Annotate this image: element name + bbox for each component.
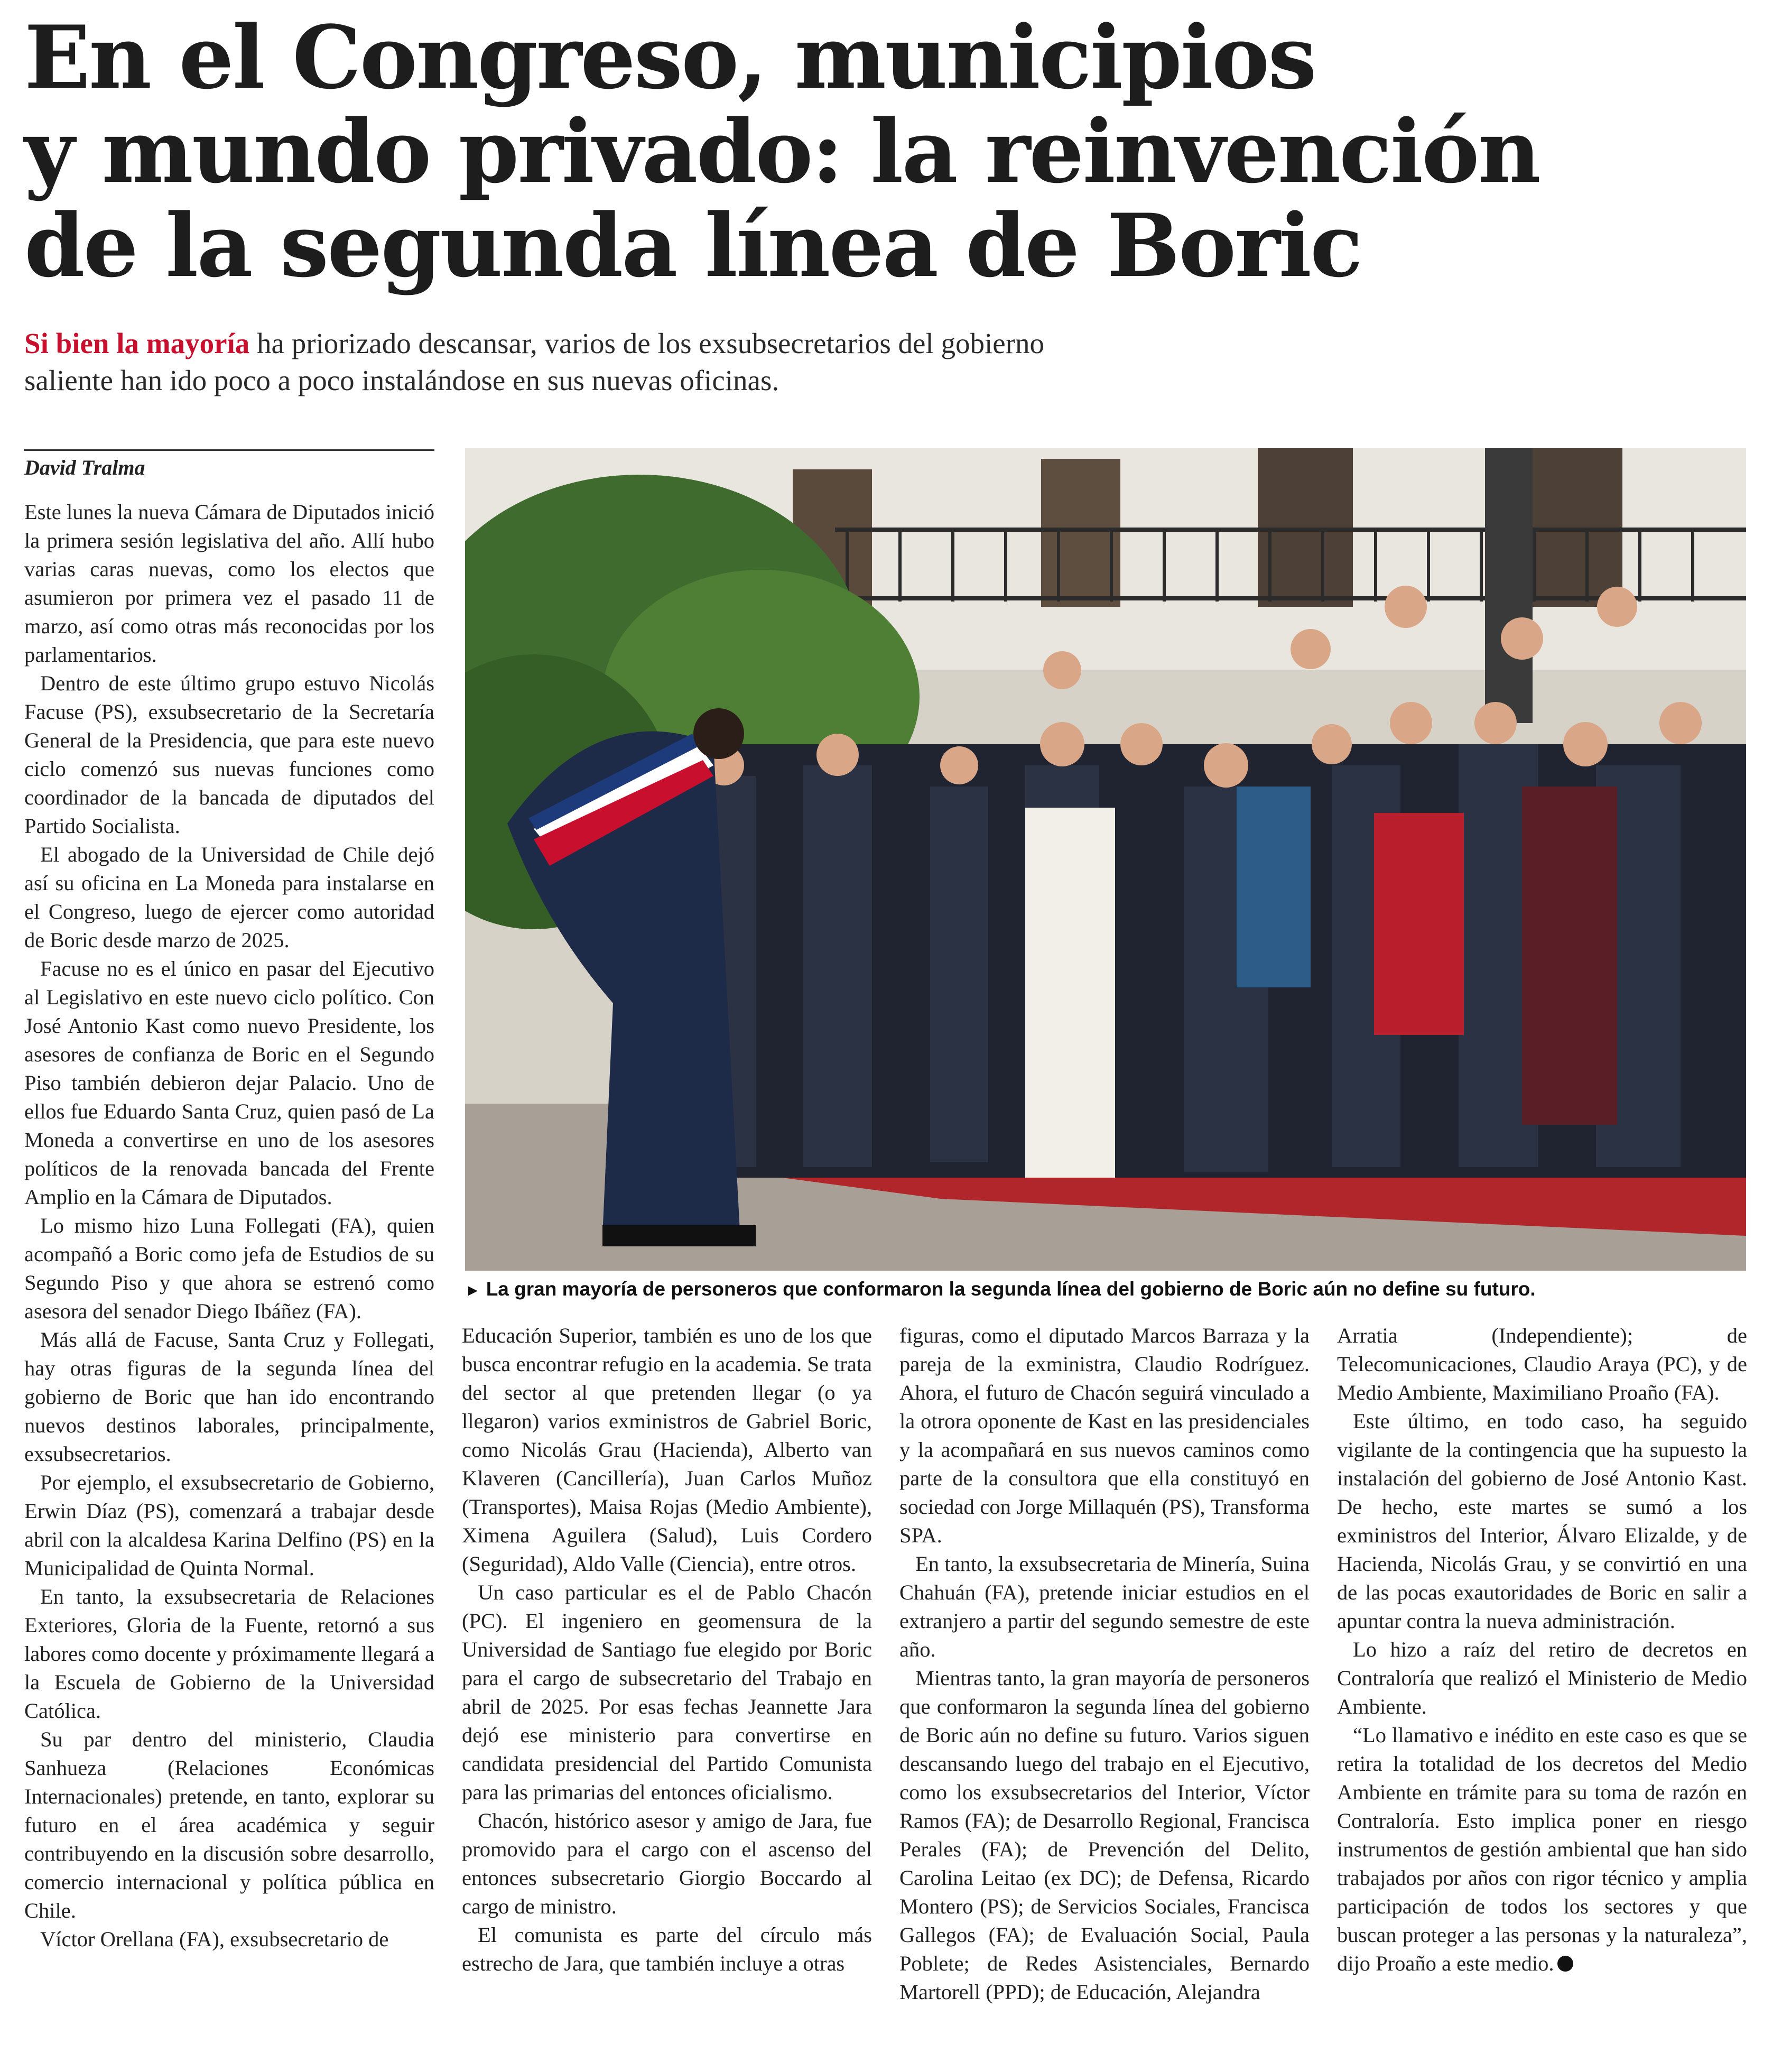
deck-highlight: Si bien la mayoría	[24, 327, 250, 359]
paragraph: En tanto, la exsubsecretaria de Relaciones Exteriores, Gloria de la Fuente, retornó a sus labores como docente y próximamente llegará a la Escuela de Gobierno de la Universidad Católica.	[24, 1585, 434, 1723]
paragraph: Más allá de Facuse, Santa Cruz y Follegati, hay otras figuras de la segunda línea del gobierno de Boric que han ido encontrando nuevos destinos laborales, principalmente, exsubsecretarios.	[24, 1328, 434, 1466]
headline-line-2: y mundo privado: la reinvención	[24, 100, 1539, 202]
paragraph: El comunista es parte del círculo más estrecho de Jara, que también incluye a otras	[462, 1923, 872, 1975]
photo-caption	[465, 1276, 1746, 1303]
article-column-1	[24, 498, 434, 2047]
paragraph: Por ejemplo, el exsubsecretario de Gobierno, Erwin Díaz (PS), comenzará a trabajar desde abril con la alcaldesa Karina Delfino (PS) en la Municipalidad de Quinta Normal.	[24, 1470, 434, 1580]
photo-illustration	[465, 448, 1746, 1271]
paragraph: Víctor Orellana (FA), exsubsecretario de	[40, 1927, 389, 1951]
paragraph: Lo mismo hizo Luna Follegati (FA), quien acompañó a Boric como jefa de Estudios de su Segundo Piso y que ahora se estrenó como asesora del senador Diego Ibáñez (FA).	[24, 1214, 434, 1323]
paragraph	[1337, 1721, 1747, 1978]
paragraph: Un caso particular es el de Pablo Chacón (PC). El ingeniero en geomensura de la Universidad de Santiago fue elegido por Boric para el cargo de subsecretario del Trabajo en abril de 2025. Por esas fechas Jeannette Jara dejó ese ministerio para convertirse en candidata presidencial del Partido Comunista para las primarias del entonces oficialismo.	[462, 1580, 872, 1804]
paragraph: Su par dentro del ministerio, Claudia Sanhueza (Relaciones Económicas Internacionales) pretende, en tanto, explorar su futuro en el área académica y seguir contribuyendo en la discusión sobre desarrollo, comercio internacional y política pública en Chile.	[24, 1727, 434, 1922]
caption-arrow-icon: ►	[465, 1282, 481, 1299]
article-column-3	[899, 1321, 1310, 2047]
headline-line-1: En el Congreso, municipios	[24, 6, 1315, 108]
paragraph-text: “Lo llamativo e inédito en este caso es que se retira la totalidad de los decretos del Medio Ambiente en trámite para su toma de razón en Contraloría. Esto implica poner en riesgo instrumentos de gestión ambiental que han sido trabajados por años con rigor técnico y amplia participación de todos los sectores y que buscan proteger a las personas y la naturaleza”, dijo Proaño a este medio.	[1337, 1723, 1747, 1975]
paragraph: Lo hizo a raíz del retiro de decretos en Contraloría que realizó el Ministerio de Medio Ambiente.	[1337, 1638, 1747, 1718]
paragraph: Educación Superior, también es uno de los que busca encontrar refugio en la academia. Se trata del sector al que pretenden llegar (o ya llegaron) varios exministros de Gabriel Boric, como Nicolás Grau (Hacienda), Alberto van Klaveren (Cancillería), Juan Carlos Muñoz (Transportes), Maisa Rojas (Medio Ambiente), Ximena Aguilera (Salud), Luis Cordero (Seguridad), Aldo Valle (Ciencia), entre otros.	[462, 1324, 872, 1576]
caption-text: La gran mayoría de personeros que conformaron la segunda línea del gobierno de Boric aún no define su futuro.	[486, 1278, 1536, 1300]
paragraph: El abogado de la Universidad de Chile dejó así su oficina en La Moneda para instalarse en el Congreso, luego de ejercer como autoridad de Boric desde marzo de 2025.	[24, 843, 434, 952]
end-of-article-icon	[1557, 1956, 1573, 1972]
headline-line-3: de la segunda línea de Boric	[24, 195, 1361, 297]
paragraph: Este último, en todo caso, ha seguido vigilante de la contingencia que ha supuesto la instalación del gobierno de José Antonio Kast. De hecho, este martes se sumó a los exministros del Interior, Álvaro Elizalde, y de Hacienda, Nicolás Grau, y se convirtió en una de las pocas exautoridades de Boric en salir a apuntar contra la nueva administración.	[1337, 1409, 1747, 1633]
paragraph: Dentro de este último grupo estuvo Nicolás Facuse (PS), exsubsecretario de la Secretaría General de la Presidencia, que para este nuevo ciclo comenzó sus nuevas funciones como coordinador de la bancada de diputados del Partido Socialista.	[24, 671, 434, 838]
headline	[24, 6, 1539, 297]
paragraph: Facuse no es el único en pasar del Ejecutivo al Legislativo en este nuevo ciclo político. Con José Antonio Kast como nuevo Presidente, los asesores de confianza de Boric en el Segundo Piso también debieron dejar Palacio. Uno de ellos fue Eduardo Santa Cruz, quien pasó de La Moneda a convertirse en uno de los asesores políticos de la renovada bancada del Frente Amplio en la Cámara de Diputados.	[24, 957, 434, 1209]
deck	[24, 325, 1134, 399]
paragraph: Chacón, histórico asesor y amigo de Jara, fue promovido para el cargo con el ascenso del entonces subsecretario Giorgio Boccardo al cargo de ministro.	[462, 1809, 872, 1918]
byline: David Tralma	[24, 449, 434, 480]
news-photo	[465, 448, 1746, 1271]
paragraph: Arratia (Independiente); de Telecomunicaciones, Claudio Araya (PC), y de Medio Ambiente, Maximiliano Proaño (FA).	[1337, 1324, 1747, 1404]
paragraph: En tanto, la exsubsecretaria de Minería, Suina Chahuán (FA), pretende iniciar estudios en el extranjero a partir del segundo semestre de este año.	[899, 1552, 1310, 1661]
article-column-2	[462, 1321, 872, 2047]
paragraph: figuras, como el diputado Marcos Barraza y la pareja de la exministra, Claudio Rodríguez. Ahora, el futuro de Chacón seguirá vinculado a la otrora oponente de Kast en las presidenciales y la acompañará en sus nuevos caminos como parte de la consultora que ella constituyó en sociedad con Jorge Millaquén (PS), Transforma SPA.	[899, 1324, 1310, 1547]
paragraph: Este lunes la nueva Cámara de Diputados inició la primera sesión legislativa del año. Allí hubo varias caras nuevas, como los electos que asumieron por primera vez el pasado 11 de marzo, así como otras más reconocidas por los parlamentarios.	[24, 500, 434, 667]
deck-text: ha priorizado descansar, varios de los exsubsecretarios del gobierno saliente han ido poco a poco instalándose en sus nuevas oficinas.	[24, 327, 1044, 396]
paragraph: Mientras tanto, la gran mayoría de personeros que conformaron la segunda línea del gobierno de Boric aún no define su futuro. Varios siguen descansando luego del trabajo en el Ejecutivo, como los exsubsecretarios del Interior, Víctor Ramos (FA); de Desarrollo Regional, Francisca Perales (FA); de Prevención del Delito, Carolina Leitao (ex DC); de Defensa, Ricardo Montero (PS); de Servicios Sociales, Francisca Gallegos (FA); de Evaluación Social, Paula Poblete; de Redes Asistenciales, Bernardo Martorell (PPD); de Educación, Alejandra	[899, 1666, 1310, 2004]
article-column-4	[1337, 1321, 1747, 2047]
